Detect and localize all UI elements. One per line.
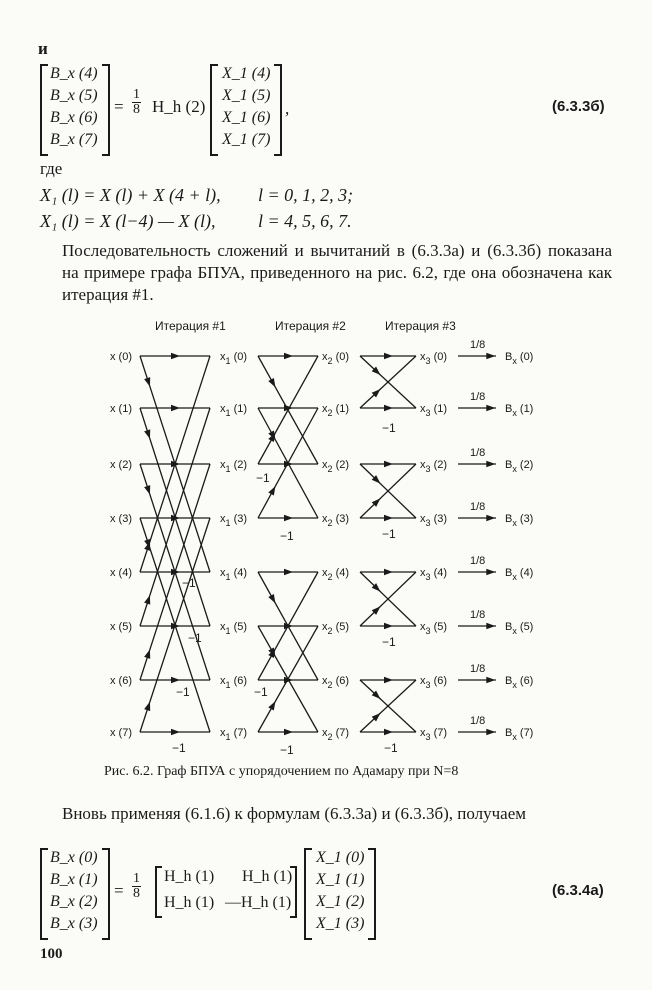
arrow-head	[384, 461, 393, 467]
arrow-head	[486, 515, 495, 521]
scale-label: 1/8	[470, 447, 486, 459]
stage3-node-label: $x_3$ (3)	[420, 513, 448, 528]
stage3-node-label: $x_3$ (4)	[420, 567, 448, 582]
minus-one-label: −1	[254, 685, 268, 699]
minus-one-label: −1	[176, 685, 190, 699]
vector-entry: X_1 (6)	[222, 109, 271, 126]
matrix-entry: H_h (1)	[164, 868, 215, 885]
paragraph-1-text: Последовательность сложений и вычитаний в (6.3.3а) и (6.3.3б) показана на примере графа БПУА, приведенного на рис. 6.2, где она обозначена как итерация #1.	[62, 241, 612, 304]
figure-caption: Рис. 6.2. Граф БПУА с упорядочением по Адамару при N=8	[104, 764, 459, 779]
right-bracket	[274, 64, 282, 156]
arrow-head	[144, 429, 153, 440]
minus-one-label: −1	[280, 529, 294, 543]
scale-label: 1/8	[470, 391, 486, 403]
input-node-label: x (1)	[110, 403, 132, 415]
minus-one-label: −1	[382, 635, 396, 649]
right-bracket	[102, 848, 110, 940]
arrow-head	[384, 677, 393, 683]
arrow-head	[384, 515, 393, 521]
arrow-head	[284, 569, 293, 575]
fraction	[132, 88, 141, 117]
vector-entry: X_1 (1)	[316, 871, 365, 888]
definition-1-range: l = 0, 1, 2, 3;	[258, 185, 354, 205]
arrow-head	[284, 515, 293, 521]
matrix-entry: H_h (1)	[242, 868, 293, 885]
stage2-node-label: $x_2$ (7)	[322, 727, 350, 742]
stage2-node-label: $x_2$ (1)	[322, 403, 350, 418]
right-bracket	[290, 866, 297, 918]
butterfly-graph	[0, 310, 652, 760]
minus-one-label: −1	[382, 527, 396, 541]
iteration-1-label: Итерация #1	[155, 319, 226, 333]
arrow-head	[268, 594, 278, 605]
fraction-denominator: 8	[133, 886, 140, 901]
definition-2: X₁ (l) = X (l−4) — X (l),	[40, 211, 216, 231]
matrix-entry: H_h (1)	[164, 894, 215, 911]
minus-one-label: −1	[256, 471, 270, 485]
arrow-head	[486, 623, 495, 629]
vector-entry: B_x (4)	[50, 65, 98, 82]
stage1-node-label: $x_1$ (3)	[220, 513, 248, 528]
hadamard-matrix: H_h (2)	[152, 97, 206, 116]
stage1-node-label: $x_1$ (4)	[220, 567, 248, 582]
vector-entry: B_x (5)	[50, 87, 98, 104]
matrix-entry: —H_h (1)	[225, 894, 292, 911]
arrow-head	[144, 377, 153, 388]
vector-entry: B_x (2)	[50, 893, 98, 910]
arrow-head	[384, 623, 393, 629]
minus-one-label: −1	[188, 631, 202, 645]
output-node-label: $B_x$ (7)	[505, 727, 534, 742]
equals-sign: =	[114, 881, 124, 900]
arrow-head	[144, 594, 153, 605]
arrow-head	[171, 729, 180, 735]
paragraph-2	[40, 803, 612, 825]
arrow-head	[144, 648, 153, 659]
vector-entry: X_1 (4)	[222, 65, 271, 82]
arrow-head	[268, 378, 278, 389]
arrow-head	[486, 729, 495, 735]
paragraph-2-text: Вновь применяя (6.1.6) к формулам (6.3.3а) и (6.3.3б), получаем	[62, 804, 527, 823]
stage3-node-label: $x_3$ (2)	[420, 459, 448, 474]
stage2-node-label: $x_2$ (4)	[322, 567, 350, 582]
lhs-vector	[50, 847, 98, 935]
minus-one-label: −1	[280, 743, 294, 757]
scale-label: 1/8	[470, 339, 486, 351]
vector-entry: B_x (3)	[50, 915, 98, 932]
right-bracket	[102, 64, 110, 156]
arrow-head	[171, 405, 180, 411]
stage1-node-label: $x_1$ (1)	[220, 403, 248, 418]
stage1-node-label: $x_1$ (0)	[220, 351, 248, 366]
scale-label: 1/8	[470, 609, 486, 621]
output-node-label: $B_x$ (4)	[505, 567, 534, 582]
arrow-head	[284, 729, 293, 735]
equals-sign: =	[114, 97, 124, 116]
arrow-head	[284, 353, 293, 359]
stage1-node-label: $x_1$ (6)	[220, 675, 248, 690]
arrow-head	[384, 569, 393, 575]
input-node-label: x (4)	[110, 567, 132, 579]
stage3-node-label: $x_3$ (5)	[420, 621, 448, 636]
left-bracket	[40, 64, 48, 156]
minus-one-label: −1	[382, 421, 396, 435]
stage2-node-label: $x_2$ (6)	[322, 675, 350, 690]
input-node-label: x (7)	[110, 727, 132, 739]
stage3-node-label: $x_3$ (7)	[420, 727, 448, 742]
lhs-vector	[50, 63, 98, 151]
stage1-node-label: $x_1$ (2)	[220, 459, 248, 474]
iteration-3-label: Итерация #3	[385, 319, 456, 333]
vector-entry: X_1 (5)	[222, 87, 271, 104]
arrow-head	[486, 677, 495, 683]
stage1-node-label: $x_1$ (5)	[220, 621, 248, 636]
arrow-head	[268, 485, 278, 496]
arrow-head	[171, 677, 180, 683]
equation-number: (6.3.4а)	[552, 882, 604, 899]
stage1-node-label: $x_1$ (7)	[220, 727, 248, 742]
fraction-numerator: 1	[133, 87, 140, 102]
paragraph-1	[40, 240, 612, 306]
vector-entry: B_x (7)	[50, 131, 98, 148]
left-bracket	[155, 866, 162, 918]
input-node-label: x (3)	[110, 513, 132, 525]
arrow-head	[486, 569, 495, 575]
arrow-head	[144, 701, 153, 712]
fraction-numerator: 1	[133, 871, 140, 886]
vector-entry: X_1 (2)	[316, 893, 365, 910]
stage3-node-label: $x_3$ (0)	[420, 351, 448, 366]
scale-label: 1/8	[470, 663, 486, 675]
output-node-label: $B_x$ (5)	[505, 621, 534, 636]
arrow-head	[144, 485, 153, 496]
output-node-label: $B_x$ (0)	[505, 351, 534, 366]
rhs-vector	[222, 63, 270, 151]
vector-entry: X_1 (0)	[316, 849, 365, 866]
definition-2-range: l = 4, 5, 6, 7.	[258, 211, 352, 231]
header-letter: и	[38, 39, 48, 58]
fraction-denominator: 8	[133, 102, 140, 117]
vector-entry: X_1 (3)	[316, 915, 365, 932]
iteration-2-label: Итерация #2	[275, 319, 346, 333]
vector-entry: B_x (0)	[50, 849, 98, 866]
vector-entry: B_x (6)	[50, 109, 98, 126]
arrow-head	[384, 405, 393, 411]
vector-entry: B_x (1)	[50, 871, 98, 888]
scale-label: 1/8	[470, 715, 486, 727]
stage3-node-label: $x_3$ (1)	[420, 403, 448, 418]
output-node-label: $B_x$ (3)	[505, 513, 534, 528]
arrow-head	[486, 461, 495, 467]
arrow-head	[384, 353, 393, 359]
minus-one-label: −1	[172, 741, 186, 755]
minus-one-label: −1	[384, 741, 398, 755]
output-node-label: $B_x$ (1)	[505, 403, 534, 418]
left-bracket	[40, 848, 48, 940]
trailing-comma: ,	[285, 99, 290, 118]
right-bracket	[368, 848, 376, 940]
output-node-label: $B_x$ (2)	[505, 459, 534, 474]
left-bracket	[304, 848, 312, 940]
definition-1: X₁ (l) = X (l) + X (4 + l),	[40, 185, 221, 205]
input-node-label: x (0)	[110, 351, 132, 363]
stage2-node-label: $x_2$ (2)	[322, 459, 350, 474]
arrow-head	[171, 353, 180, 359]
fraction	[132, 872, 141, 901]
arrow-head	[268, 700, 278, 711]
vector-entry: X_1 (7)	[222, 131, 271, 148]
output-node-label: $B_x$ (6)	[505, 675, 534, 690]
rhs-vector	[316, 847, 364, 935]
equation-number: (6.3.3б)	[552, 98, 605, 115]
where-label: где	[40, 159, 63, 178]
stage2-node-label: $x_2$ (3)	[322, 513, 350, 528]
stage2-node-label: $x_2$ (0)	[322, 351, 350, 366]
stage2-node-label: $x_2$ (5)	[322, 621, 350, 636]
arrow-head	[486, 405, 495, 411]
scale-label: 1/8	[470, 501, 486, 513]
arrow-head	[384, 729, 393, 735]
page-number: 100	[40, 946, 63, 962]
input-node-label: x (2)	[110, 459, 132, 471]
input-node-label: x (6)	[110, 675, 132, 687]
minus-one-label: −1	[182, 576, 196, 590]
stage3-node-label: $x_3$ (6)	[420, 675, 448, 690]
arrow-head	[486, 353, 495, 359]
scale-label: 1/8	[470, 555, 486, 567]
input-node-label: x (5)	[110, 621, 132, 633]
left-bracket	[210, 64, 218, 156]
